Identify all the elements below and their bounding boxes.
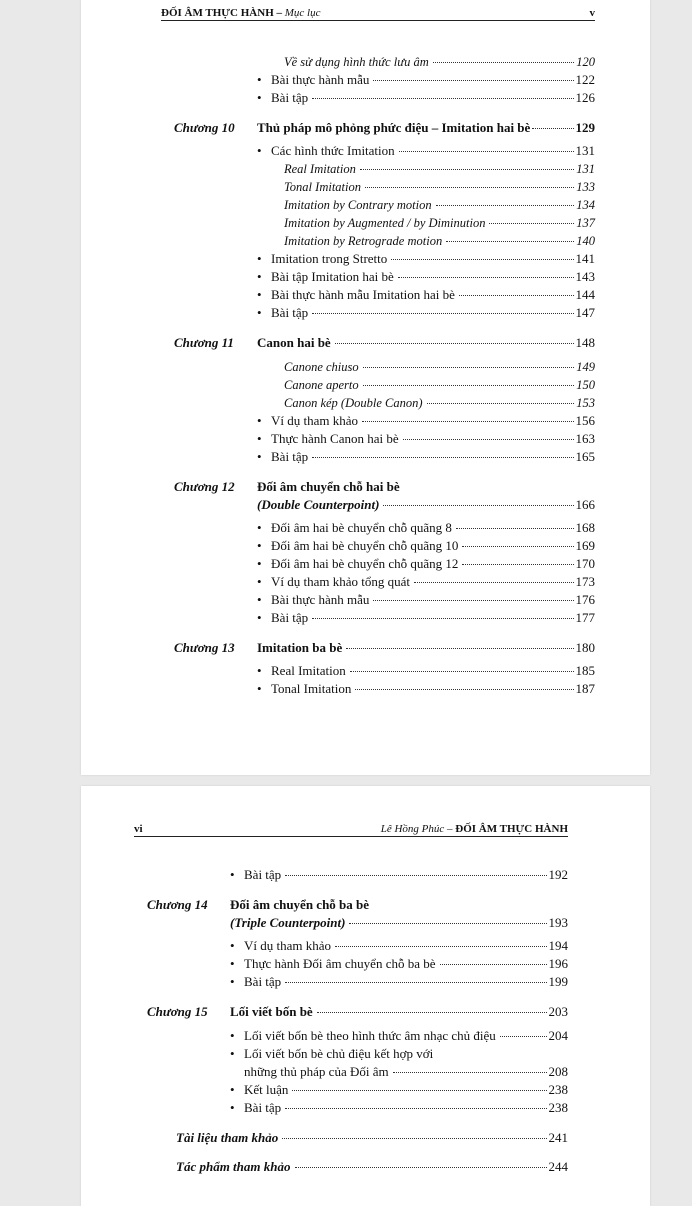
- toc-entry[interactable]: Imitation by Augmented / by Diminution 137: [284, 216, 595, 230]
- page-number: v: [589, 7, 595, 19]
- chapter-title[interactable]: Đối âm chuyển chỗ ba bè: [230, 897, 370, 912]
- toc-entry[interactable]: • Bài tập 192: [230, 867, 568, 882]
- toc-entry[interactable]: Về sử dụng hình thức lưu âm 120: [284, 55, 595, 69]
- toc-page-v: [81, 0, 650, 775]
- chapter-title-cont[interactable]: (Double Counterpoint) 166: [257, 497, 595, 512]
- toc-entry[interactable]: • Đối âm hai bè chuyển chỗ quãng 12 170: [257, 556, 595, 571]
- toc-entry[interactable]: • Bài tập 238: [230, 1100, 568, 1115]
- toc-entry[interactable]: • Bài tập 177: [257, 610, 595, 625]
- toc-entry[interactable]: • Các hình thức Imitation 131: [257, 143, 595, 158]
- toc-entry[interactable]: • Ví dụ tham khảo 156: [257, 413, 595, 428]
- chapter-label: Chương 12: [174, 479, 235, 494]
- page-header: [134, 820, 568, 837]
- chapter-label: Chương 15: [147, 1004, 208, 1019]
- chapter-label: Chương 14: [147, 897, 208, 912]
- chapter-title[interactable]: Canon hai bè 148: [257, 335, 595, 350]
- toc-entry[interactable]: • Bài thực hành mẫu Imitation hai bè 144: [257, 287, 595, 302]
- toc-entry-references[interactable]: Tài liệu tham khảo 241: [176, 1130, 568, 1145]
- toc-entry[interactable]: Imitation by Contrary motion 134: [284, 198, 595, 212]
- chapter-title[interactable]: Đối âm chuyển chỗ hai bè: [257, 479, 400, 494]
- toc-entry[interactable]: Tonal Imitation 133: [284, 180, 595, 194]
- toc-entry[interactable]: • Bài thực hành mẫu 122: [257, 72, 595, 87]
- toc-entry[interactable]: • Bài tập 165: [257, 449, 595, 464]
- header-title: ĐỐI ÂM THỰC HÀNH – Mục lục: [161, 7, 321, 19]
- toc-entry[interactable]: • Bài tập Imitation hai bè 143: [257, 269, 595, 284]
- chapter-label: Chương 10: [174, 120, 235, 135]
- toc-entry[interactable]: • Thực hành Đối âm chuyển chỗ ba bè 196: [230, 956, 568, 971]
- toc-entry[interactable]: • Ví dụ tham khảo 194: [230, 938, 568, 953]
- toc-entry[interactable]: • Tonal Imitation 187: [257, 681, 595, 696]
- toc-entry[interactable]: Canone chiuso 149: [284, 360, 595, 374]
- toc-entry-cont[interactable]: những thủ pháp của Đối âm 208: [244, 1064, 568, 1079]
- toc-entry[interactable]: Canone aperto 150: [284, 378, 595, 392]
- chapter-title[interactable]: Thủ pháp mô phỏng phức điệu – Imitation hai bè 129: [257, 120, 595, 135]
- chapter-title[interactable]: Lối viết bốn bè 203: [230, 1004, 568, 1019]
- chapter-title[interactable]: Imitation ba bè 180: [257, 640, 595, 655]
- toc-entry[interactable]: • Lối viết bốn bè theo hình thức âm nhạc chủ điệu 204: [230, 1028, 568, 1043]
- toc-entry[interactable]: • Đối âm hai bè chuyển chỗ quãng 10 169: [257, 538, 595, 553]
- toc-entry[interactable]: • Kết luận 238: [230, 1082, 568, 1097]
- header-title: Lê Hồng Phúc – ĐỐI ÂM THỰC HÀNH: [380, 823, 568, 835]
- chapter-title-cont[interactable]: (Triple Counterpoint) 193: [230, 915, 568, 930]
- toc-entry[interactable]: • Bài thực hành mẫu 176: [257, 592, 595, 607]
- toc-entry[interactable]: • Bài tập 126: [257, 90, 595, 105]
- toc-entry[interactable]: Imitation by Retrograde motion 140: [284, 234, 595, 248]
- toc-entry[interactable]: • Lối viết bốn bè chủ điệu kết hợp với: [230, 1046, 434, 1061]
- toc-entry[interactable]: • Bài tập 199: [230, 974, 568, 989]
- page-header: [161, 4, 595, 21]
- toc-page-vi: [81, 786, 650, 1206]
- toc-entry[interactable]: • Đối âm hai bè chuyển chỗ quãng 8 168: [257, 520, 595, 535]
- toc-entry-works[interactable]: Tác phẩm tham khảo 244: [176, 1159, 568, 1174]
- page-number: vi: [134, 823, 143, 835]
- toc-entry[interactable]: Real Imitation 131: [284, 162, 595, 176]
- chapter-label: Chương 13: [174, 640, 235, 655]
- chapter-label: Chương 11: [174, 335, 234, 350]
- toc-entry[interactable]: • Thực hành Canon hai bè 163: [257, 431, 595, 446]
- toc-entry[interactable]: • Bài tập 147: [257, 305, 595, 320]
- toc-entry[interactable]: • Ví dụ tham khảo tổng quát 173: [257, 574, 595, 589]
- toc-entry[interactable]: • Real Imitation 185: [257, 663, 595, 678]
- toc-entry[interactable]: Canon kép (Double Canon) 153: [284, 396, 595, 410]
- toc-entry[interactable]: • Imitation trong Stretto 141: [257, 251, 595, 266]
